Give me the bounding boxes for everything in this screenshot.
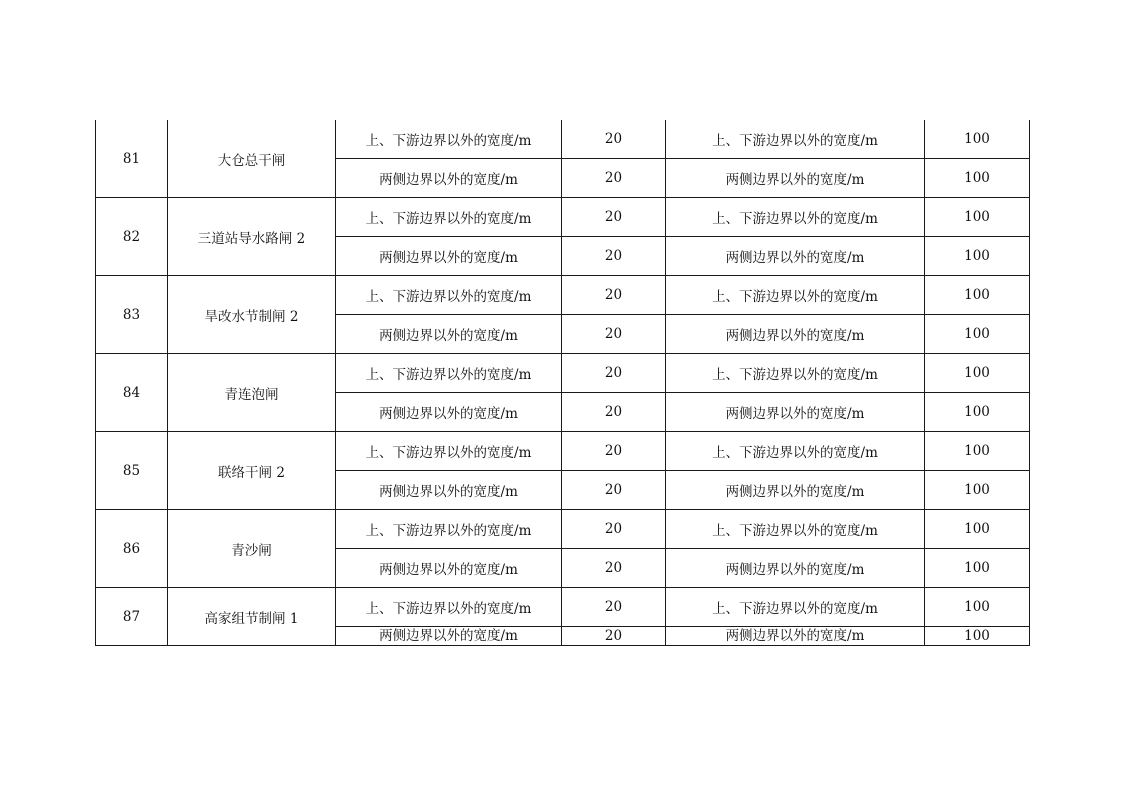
sluice-name: 高家组节制闸 1 [168, 588, 336, 646]
item-cell: 上、下游边界以外的宽度/m [666, 276, 925, 315]
item-cell: 两侧边界以外的宽度/m [666, 471, 925, 510]
sluice-name: 大仓总干闸 [168, 120, 336, 198]
item-cell: 两侧边界以外的宽度/m [336, 627, 562, 646]
value-cell: 100 [925, 393, 1030, 432]
item-cell: 上、下游边界以外的宽度/m [666, 120, 925, 159]
item-cell: 两侧边界以外的宽度/m [336, 237, 562, 276]
value-cell: 100 [925, 627, 1030, 646]
item-cell: 上、下游边界以外的宽度/m [336, 276, 562, 315]
sluice-name: 旱改水节制闸 2 [168, 276, 336, 354]
item-cell: 上、下游边界以外的宽度/m [336, 198, 562, 237]
item-cell: 两侧边界以外的宽度/m [336, 549, 562, 588]
value-cell: 20 [562, 510, 666, 549]
value-cell: 20 [562, 198, 666, 237]
row-number: 81 [96, 120, 168, 198]
value-cell: 100 [925, 120, 1030, 159]
row-number: 82 [96, 198, 168, 276]
item-cell: 上、下游边界以外的宽度/m [666, 588, 925, 627]
item-cell: 两侧边界以外的宽度/m [666, 237, 925, 276]
table-body [96, 120, 1030, 646]
value-cell: 20 [562, 315, 666, 354]
row-number: 85 [96, 432, 168, 510]
item-cell: 上、下游边界以外的宽度/m [666, 354, 925, 393]
table-row [96, 276, 1030, 315]
item-cell: 上、下游边界以外的宽度/m [336, 588, 562, 627]
value-cell: 20 [562, 432, 666, 471]
item-cell: 两侧边界以外的宽度/m [336, 471, 562, 510]
item-cell: 上、下游边界以外的宽度/m [666, 432, 925, 471]
row-number: 84 [96, 354, 168, 432]
value-cell: 20 [562, 471, 666, 510]
table-row [96, 354, 1030, 393]
value-cell: 100 [925, 276, 1030, 315]
table-row [96, 510, 1030, 549]
item-cell: 两侧边界以外的宽度/m [336, 393, 562, 432]
value-cell: 100 [925, 510, 1030, 549]
item-cell: 上、下游边界以外的宽度/m [666, 198, 925, 237]
value-cell: 20 [562, 120, 666, 159]
item-cell: 两侧边界以外的宽度/m [666, 315, 925, 354]
item-cell: 上、下游边界以外的宽度/m [336, 510, 562, 549]
value-cell: 100 [925, 588, 1030, 627]
value-cell: 20 [562, 588, 666, 627]
sluice-name: 青沙闸 [168, 510, 336, 588]
item-cell: 两侧边界以外的宽度/m [336, 159, 562, 198]
value-cell: 20 [562, 549, 666, 588]
item-cell: 两侧边界以外的宽度/m [666, 627, 925, 646]
value-cell: 20 [562, 354, 666, 393]
value-cell: 100 [925, 471, 1030, 510]
item-cell: 上、下游边界以外的宽度/m [666, 510, 925, 549]
row-number: 87 [96, 588, 168, 646]
table-row [96, 198, 1030, 237]
value-cell: 100 [925, 237, 1030, 276]
value-cell: 100 [925, 432, 1030, 471]
table-row [96, 588, 1030, 627]
item-cell: 两侧边界以外的宽度/m [666, 549, 925, 588]
value-cell: 20 [562, 237, 666, 276]
row-number: 86 [96, 510, 168, 588]
item-cell: 上、下游边界以外的宽度/m [336, 120, 562, 159]
item-cell: 两侧边界以外的宽度/m [666, 159, 925, 198]
value-cell: 100 [925, 354, 1030, 393]
sluice-name: 三道站导水路闸 2 [168, 198, 336, 276]
item-cell: 两侧边界以外的宽度/m [336, 315, 562, 354]
row-number: 83 [96, 276, 168, 354]
table-row [96, 120, 1030, 159]
item-cell: 两侧边界以外的宽度/m [666, 393, 925, 432]
value-cell: 100 [925, 315, 1030, 354]
item-cell: 上、下游边界以外的宽度/m [336, 432, 562, 471]
value-cell: 100 [925, 159, 1030, 198]
value-cell: 100 [925, 549, 1030, 588]
sluice-protection-table [95, 120, 1030, 646]
sluice-name: 联络干闸 2 [168, 432, 336, 510]
sluice-name: 青连泡闸 [168, 354, 336, 432]
item-cell: 上、下游边界以外的宽度/m [336, 354, 562, 393]
value-cell: 20 [562, 627, 666, 646]
table-row [96, 432, 1030, 471]
value-cell: 100 [925, 198, 1030, 237]
value-cell: 20 [562, 393, 666, 432]
value-cell: 20 [562, 276, 666, 315]
value-cell: 20 [562, 159, 666, 198]
